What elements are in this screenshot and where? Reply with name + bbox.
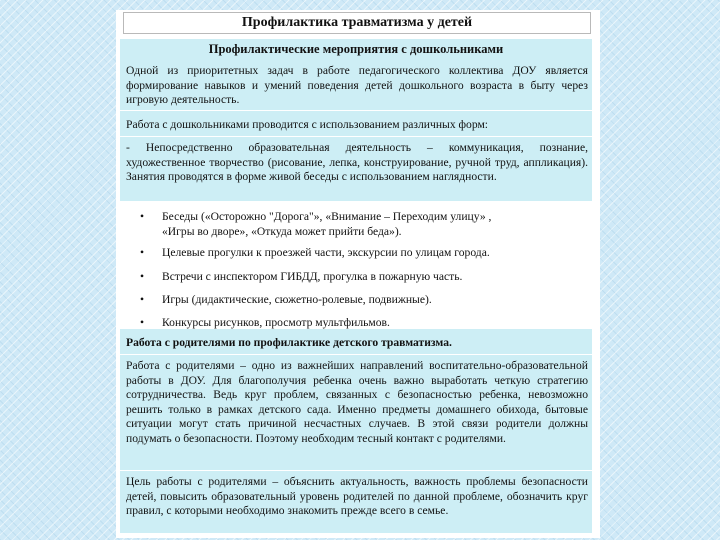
bullet-icon: • — [140, 210, 145, 223]
section-heading-preschoolers: Профилактические мероприятия с дошкольниками — [208, 42, 504, 56]
divider — [120, 470, 592, 471]
list-item-text: Беседы («Осторожно "Дорога"», «Внимание – Переходим улицу» , — [162, 210, 492, 223]
list-item-text: «Игры во дворе», «Откуда может прийти беда»). — [162, 224, 402, 238]
list-item-text: Встречи с инспектором ГИБДД, прогулка в пожарную часть. — [162, 270, 463, 283]
slide-title: Профилактика травматизма у детей — [123, 12, 591, 34]
forms-intro-paragraph: Работа с дошкольниками проводится с использованием различных форм: — [126, 118, 489, 131]
parents-paragraph: Работа с родителями – одно из важнейших направлений воспитательно-образовательной работы в ДОУ. Для благополучия ребенка очень важно выработать четкую стратегию сотрудничества. Ведь круг проблем, связанных с безопасностью ребенка, невозможно решить только в рамках детского сада. Именно предметы домашнего обихода, бытовые ситуации могут стать причиной несчастных случаев. В этой связи родители должны подумать о безопасности. Поэтому необходим тесный контакт с родителями. — [126, 359, 588, 445]
intro-paragraph: Одной из приоритетных задач в работе педагогического коллектива ДОУ является формирование навыков и умений поведения детей дошкольного возраста в быту через игровую деятельность. — [126, 64, 588, 107]
bullet-icon: • — [140, 270, 145, 283]
list-item-text: Конкурсы рисунков, просмотр мультфильмов. — [162, 316, 390, 329]
forms-paragraph: - Непосредственно образовательная деятельность – коммуникация, познание, художественное творчество (рисование, лепка, конструирование, ручной труд, аппликация). Занятия проводятся в форме живой беседы с использованием наглядности. — [126, 141, 588, 184]
bullet-icon: • — [140, 293, 145, 306]
divider — [120, 354, 592, 355]
list-item-text: Целевые прогулки к проезжей части, экскурсии по улицам города. — [162, 246, 490, 259]
list-item-text: Игры (дидактические, сюжетно-ролевые, подвижные). — [162, 293, 432, 306]
bullet-icon: • — [140, 246, 145, 259]
goal-paragraph: Цель работы с родителями – объяснить актуальность, важность проблемы безопасности детей, повысить образовательный уровень родителей по данной проблеме, обозначить круг правил, с которыми необходимо знакомить прежде всего в семье. — [126, 475, 588, 518]
divider — [120, 110, 592, 111]
bullet-icon: • — [140, 316, 145, 329]
section-heading-parents: Работа с родителями по профилактике детского травматизма. — [126, 336, 452, 349]
divider — [120, 136, 592, 137]
